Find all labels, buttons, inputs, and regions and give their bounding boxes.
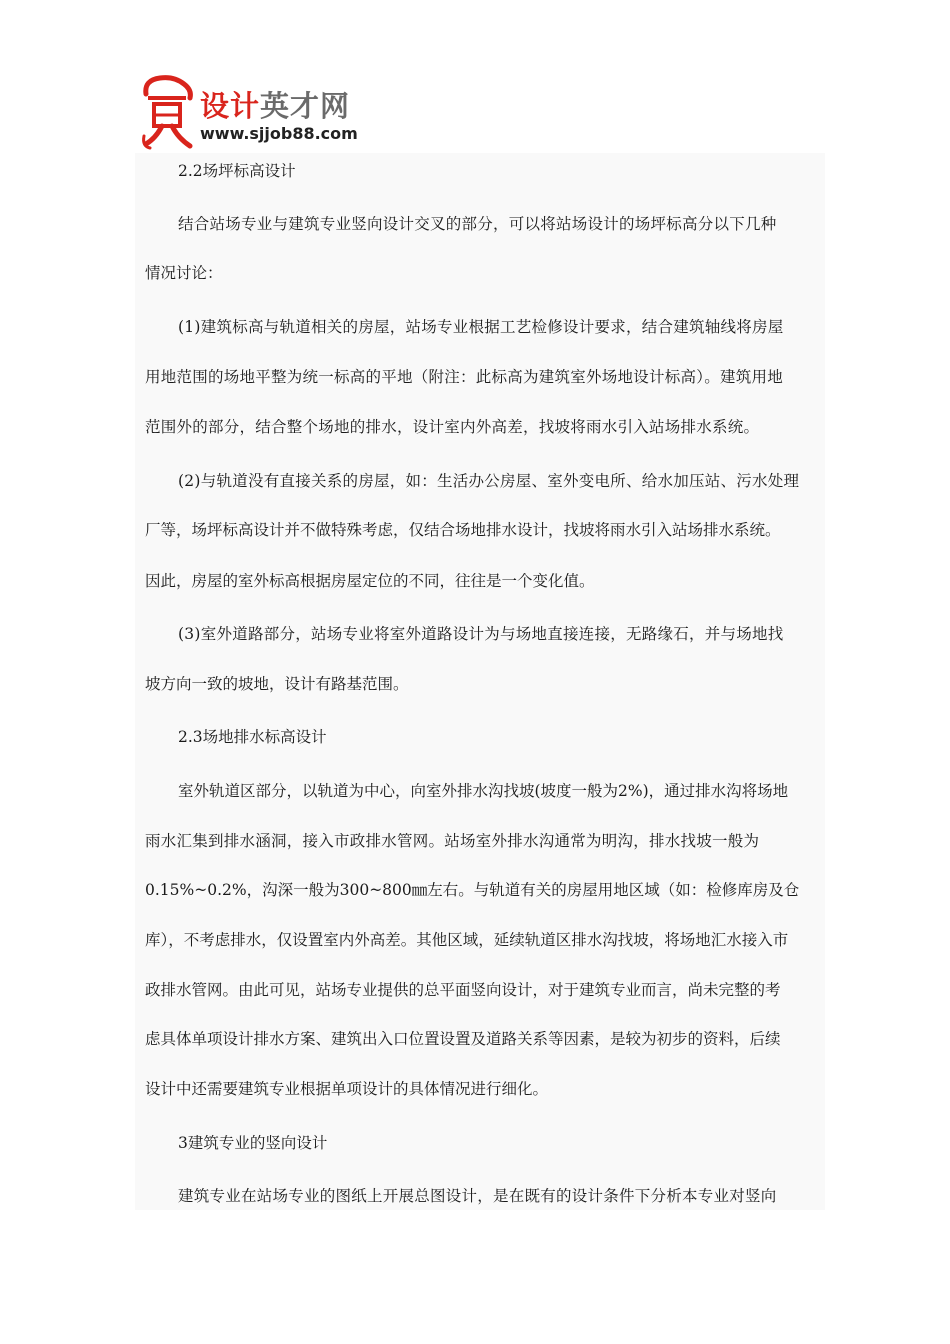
logo-title-part1: 设计 xyxy=(200,89,261,123)
logo-mark-icon xyxy=(140,74,194,150)
logo-title xyxy=(200,84,350,125)
paragraph-line: 情况讨论： xyxy=(145,264,223,282)
heading-2-3: 2.3场地排水标高设计 xyxy=(178,728,327,746)
site-logo[interactable] xyxy=(140,74,400,154)
paragraph-line: 雨水汇集到排水涵洞，接入市政排水管网。站场室外排水沟通常为明沟，排水找坡一般为 xyxy=(145,832,760,850)
paragraph-line: 建筑专业在站场专业的图纸上开展总图设计，是在既有的设计条件下分析本专业对竖向 xyxy=(178,1187,777,1205)
paragraph-line: 虑具体单项设计排水方案、建筑出入口位置设置及道路关系等因素，是较为初步的资料，后续 xyxy=(145,1030,781,1048)
heading-2-2: 2.2场坪标高设计 xyxy=(178,162,296,180)
logo-url: www.sjjob88.com xyxy=(200,124,358,143)
paragraph-line: 范围外的部分，结合整个场地的排水，设计室内外高差，找坡将雨水引入站场排水系统。 xyxy=(145,418,760,436)
logo-title-part2: 英才网 xyxy=(260,89,351,123)
paragraph-line: 室外轨道区部分，以轨道为中心，向室外排水沟找坡(坡度一般为2%)，通过排水沟将场地 xyxy=(178,782,789,800)
paragraph-line: 政排水管网。由此可见，站场专业提供的总平面竖向设计，对于建筑专业而言，尚未完整的考 xyxy=(145,981,781,999)
paragraph-line: (1)建筑标高与轨道相关的房屋，站场专业根据工艺检修设计要求，结合建筑轴线将房屋 xyxy=(178,318,784,336)
paragraph-line: 库），不考虑排水，仅设置室内外高差。其他区域，延续轨道区排水沟找坡，将场地汇水接入市 xyxy=(145,931,789,949)
document-body xyxy=(135,153,825,1210)
paragraph-line: 结合站场专业与建筑专业竖向设计交叉的部分，可以将站场设计的场坪标高分以下几种 xyxy=(178,215,777,233)
paragraph-line: 厂等，场坪标高设计并不做特殊考虑，仅结合场地排水设计，找坡将雨水引入站场排水系统。 xyxy=(145,521,781,539)
paragraph-line: 0.15%~0.2%，沟深一般为300~800㎜左右。与轨道有关的房屋用地区域（如：检修库房及仓 xyxy=(145,881,800,899)
paragraph-line: (2)与轨道没有直接关系的房屋，如：生活办公房屋、室外变电所、给水加压站、污水处理 xyxy=(178,472,800,490)
paragraph-line: 坡方向一致的坡地，设计有路基范围。 xyxy=(145,675,409,693)
paragraph-line: 设计中还需要建筑专业根据单项设计的具体情况进行细化。 xyxy=(145,1080,549,1098)
paragraph-line: 因此，房屋的室外标高根据房屋定位的不同，往往是一个变化值。 xyxy=(145,572,595,590)
paragraph-line: 用地范围的场地平整为统一标高的平地（附注：此标高为建筑室外场地设计标高）。建筑用地 xyxy=(145,368,784,386)
paragraph-line: (3)室外道路部分，站场专业将室外道路设计为与场地直接连接，无路缘石，并与场地找 xyxy=(178,625,784,643)
heading-3: 3建筑专业的竖向设计 xyxy=(178,1134,328,1152)
